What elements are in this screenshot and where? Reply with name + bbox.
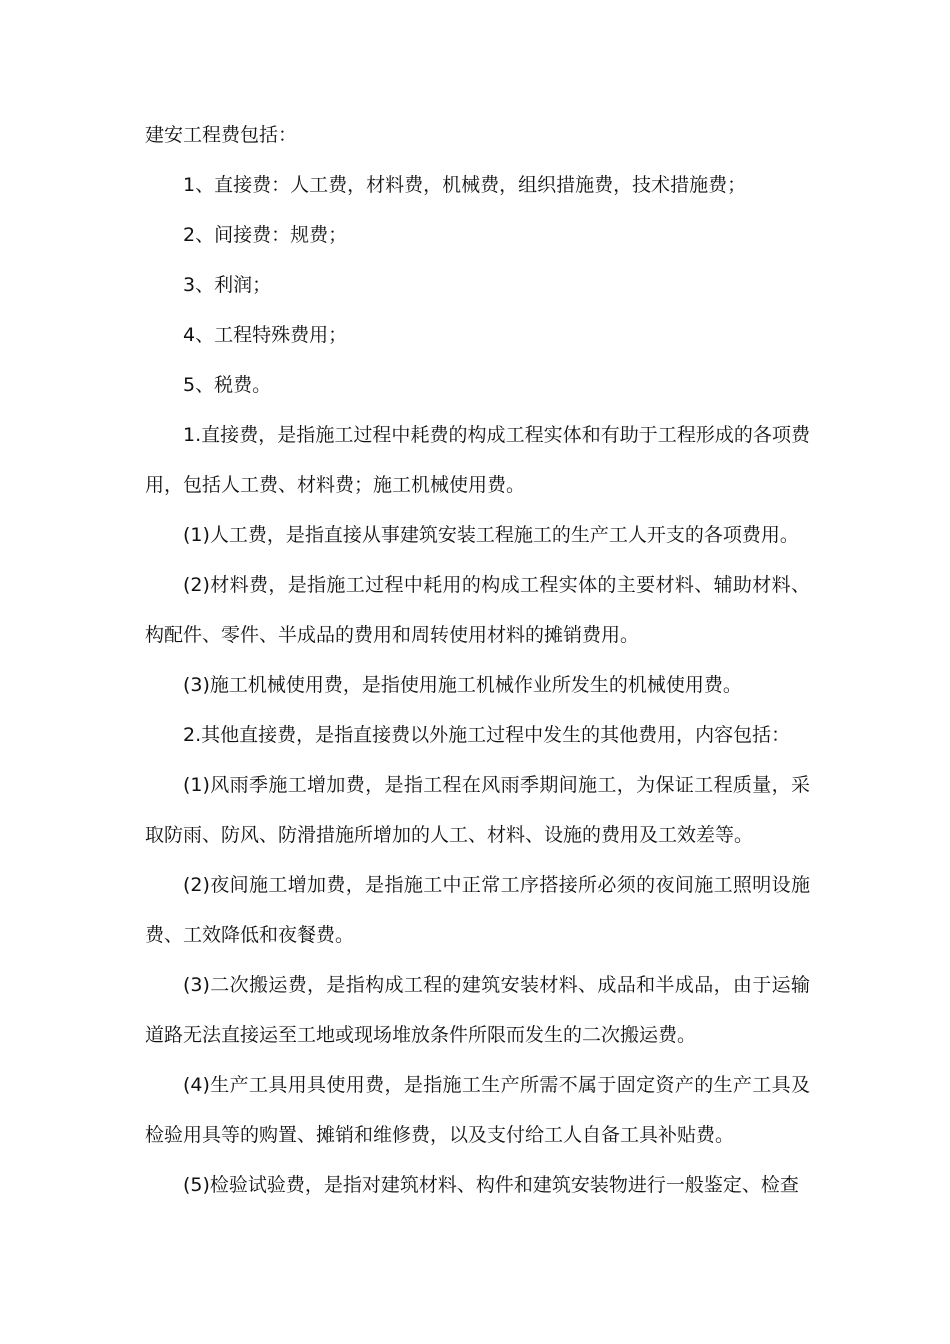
paragraph-inspection-test-cost: (5)检验试验费，是指对建筑材料、构件和建筑安装物进行一般鉴定、检查	[183, 1174, 799, 1196]
paragraph-tool-usage-cost: (4)生产工具用具使用费，是指施工生产所需不属于固定资产的生产工具及检验用具等的购置、摊销和维修费，以及支付给工人自备工具补贴费。	[145, 1074, 810, 1146]
paragraph-material-cost: (2)材料费，是指施工过程中耗用的构成工程实体的主要材料、辅助材料、构配件、零件、半成品的费用和周转使用材料的摊销费用。	[145, 574, 810, 646]
paragraph-intro: 建安工程费包括：	[145, 124, 298, 146]
list-item-tax: 5、税费。	[183, 374, 272, 396]
paragraph-night-work-cost: (2)夜间施工增加费，是指施工中正常工序搭接所必须的夜间施工照明设施费、工效降低和夜餐费。	[145, 874, 810, 946]
list-item-special-cost: 4、工程特殊费用；	[183, 324, 348, 346]
document-body	[145, 110, 810, 1210]
paragraph-secondary-transport-cost: (3)二次搬运费，是指构成工程的建筑安装材料、成品和半成品，由于运输道路无法直接运至工地或现场堆放条件所限而发生的二次搬运费。	[145, 974, 810, 1046]
paragraph-other-direct-cost: 2.其他直接费，是指直接费以外施工过程中发生的其他费用，内容包括：	[183, 724, 791, 746]
list-item-direct-cost: 1、直接费：人工费，材料费，机械费，组织措施费，技术措施费；	[183, 174, 747, 196]
paragraph-rainy-season-cost: (1)风雨季施工增加费，是指工程在风雨季期间施工，为保证工程质量，采取防雨、防风、防滑措施所增加的人工、材料、设施的费用及工效差等。	[145, 774, 810, 846]
paragraph-direct-cost-definition: 1.直接费，是指施工过程中耗费的构成工程实体和有助于工程形成的各项费用，包括人工费、材料费；施工机械使用费。	[145, 424, 810, 496]
list-item-profit: 3、利润；	[183, 274, 272, 296]
paragraph-labor-cost: (1)人工费，是指直接从事建筑安装工程施工的生产工人开支的各项费用。	[183, 524, 799, 546]
list-item-indirect-cost: 2、间接费：规费；	[183, 224, 348, 246]
paragraph-machinery-cost: (3)施工机械使用费，是指使用施工机械作业所发生的机械使用费。	[183, 674, 742, 696]
